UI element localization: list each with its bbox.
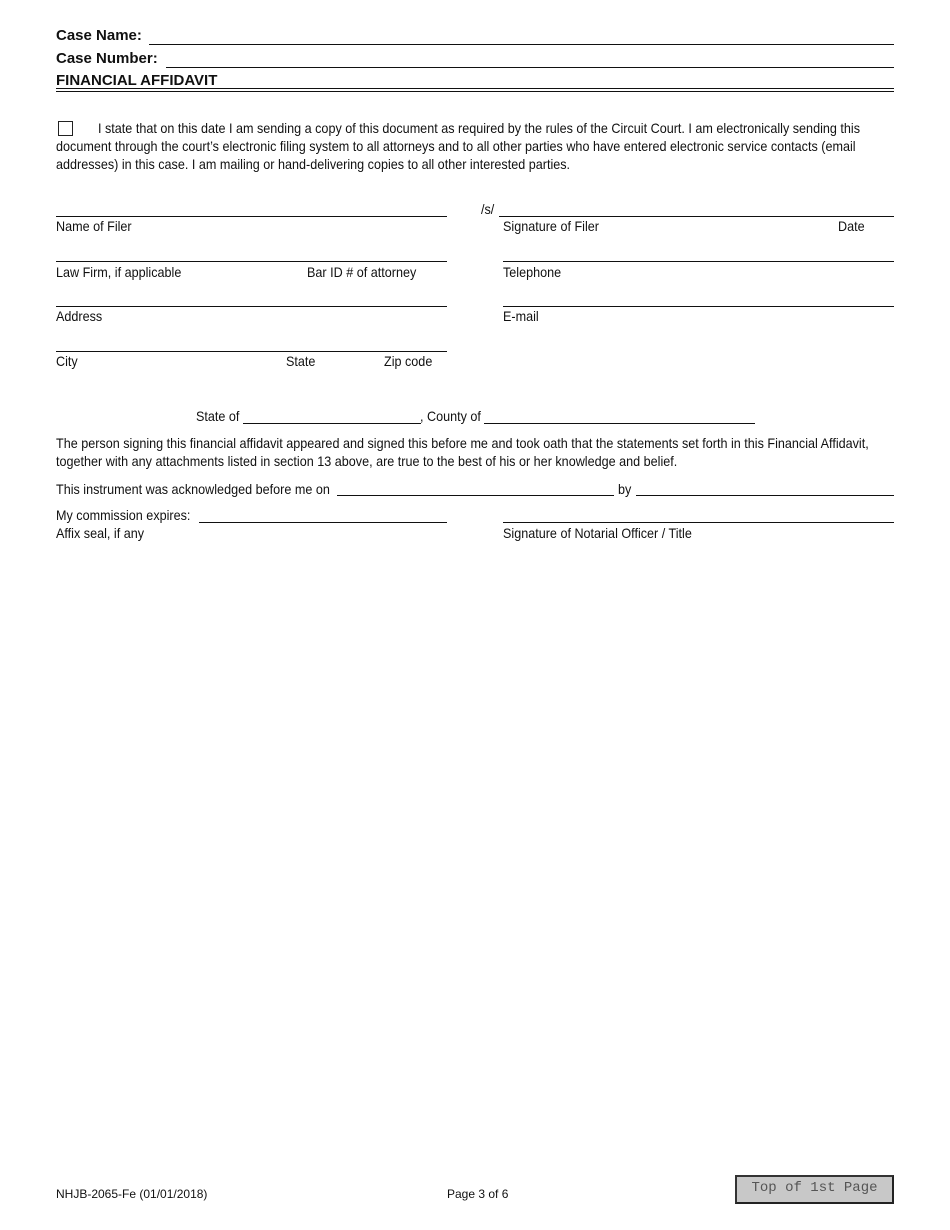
law-firm-field[interactable] <box>56 261 447 262</box>
signature-of-filer-field[interactable] <box>499 216 894 217</box>
case-name-label: Case Name: <box>56 27 142 44</box>
case-name-field[interactable] <box>149 44 894 45</box>
acknowledged-by-field[interactable] <box>636 495 894 496</box>
telephone-field[interactable] <box>503 261 894 262</box>
top-of-first-page-button[interactable]: Top of 1st Page <box>735 1175 894 1204</box>
notary-state-field[interactable] <box>243 423 421 424</box>
notary-county-field[interactable] <box>484 423 755 424</box>
acknowledged-date-field[interactable] <box>337 495 614 496</box>
zip-code-label: Zip code <box>384 353 433 369</box>
city-state-zip-field[interactable] <box>56 351 447 352</box>
telephone-label: Telephone <box>503 264 562 280</box>
notarial-officer-signature-field[interactable] <box>503 522 894 523</box>
acknowledged-label: This instrument was acknowledged before me on <box>56 481 330 497</box>
notary-statement-line1: The person signing this financial affidavit appeared and signed this before me and took oath that the statements set forth in this Financial Affidavit, <box>56 435 869 451</box>
signature-prefix: /s/ <box>481 201 495 217</box>
form-title: FINANCIAL AFFIDAVIT <box>56 72 218 89</box>
certification-text-line2: document through the court’s electronic filing system to all attorneys and to all other parties who have entered electronic service contacts (email <box>56 138 856 154</box>
form-id: NHJB-2065-Fe (01/01/2018) <box>56 1187 208 1201</box>
notary-statement-line2: together with any attachments listed in section 13 above, are true to the best of his or her knowledge and belief. <box>56 453 678 469</box>
name-of-filer-label: Name of Filer <box>56 218 132 234</box>
date-label: Date <box>838 218 865 234</box>
state-of-label: State of <box>196 408 240 424</box>
by-label: by <box>618 481 632 497</box>
page-indicator: Page 3 of 6 <box>447 1187 509 1201</box>
signature-of-filer-label: Signature of Filer <box>503 218 599 234</box>
certification-text-line3: addresses) in this case. I am mailing or hand-delivering copies to all other interested parties. <box>56 156 571 172</box>
case-number-field[interactable] <box>166 67 894 68</box>
bar-id-label: Bar ID # of attorney <box>307 264 417 280</box>
case-number-label: Case Number: <box>56 50 158 67</box>
affix-seal-label: Affix seal, if any <box>56 525 145 541</box>
commission-expires-field[interactable] <box>199 522 447 523</box>
law-firm-label: Law Firm, if applicable <box>56 264 182 280</box>
state-label: State <box>286 353 316 369</box>
name-of-filer-field[interactable] <box>56 216 447 217</box>
notarial-officer-signature-label: Signature of Notarial Officer / Title <box>503 525 692 541</box>
title-rule-1 <box>56 88 894 89</box>
address-label: Address <box>56 308 103 324</box>
county-of-label: , County of <box>420 408 481 424</box>
address-field[interactable] <box>56 306 447 307</box>
certification-text-line1: I state that on this date I am sending a copy of this document as required by the rules of the Circuit Court. I am electronically sending this <box>98 120 861 136</box>
certification-checkbox[interactable] <box>58 121 73 136</box>
title-rule-2 <box>56 91 894 92</box>
commission-expires-label: My commission expires: <box>56 507 191 523</box>
city-label: City <box>56 353 78 369</box>
email-label: E-mail <box>503 308 539 324</box>
email-field[interactable] <box>503 306 894 307</box>
